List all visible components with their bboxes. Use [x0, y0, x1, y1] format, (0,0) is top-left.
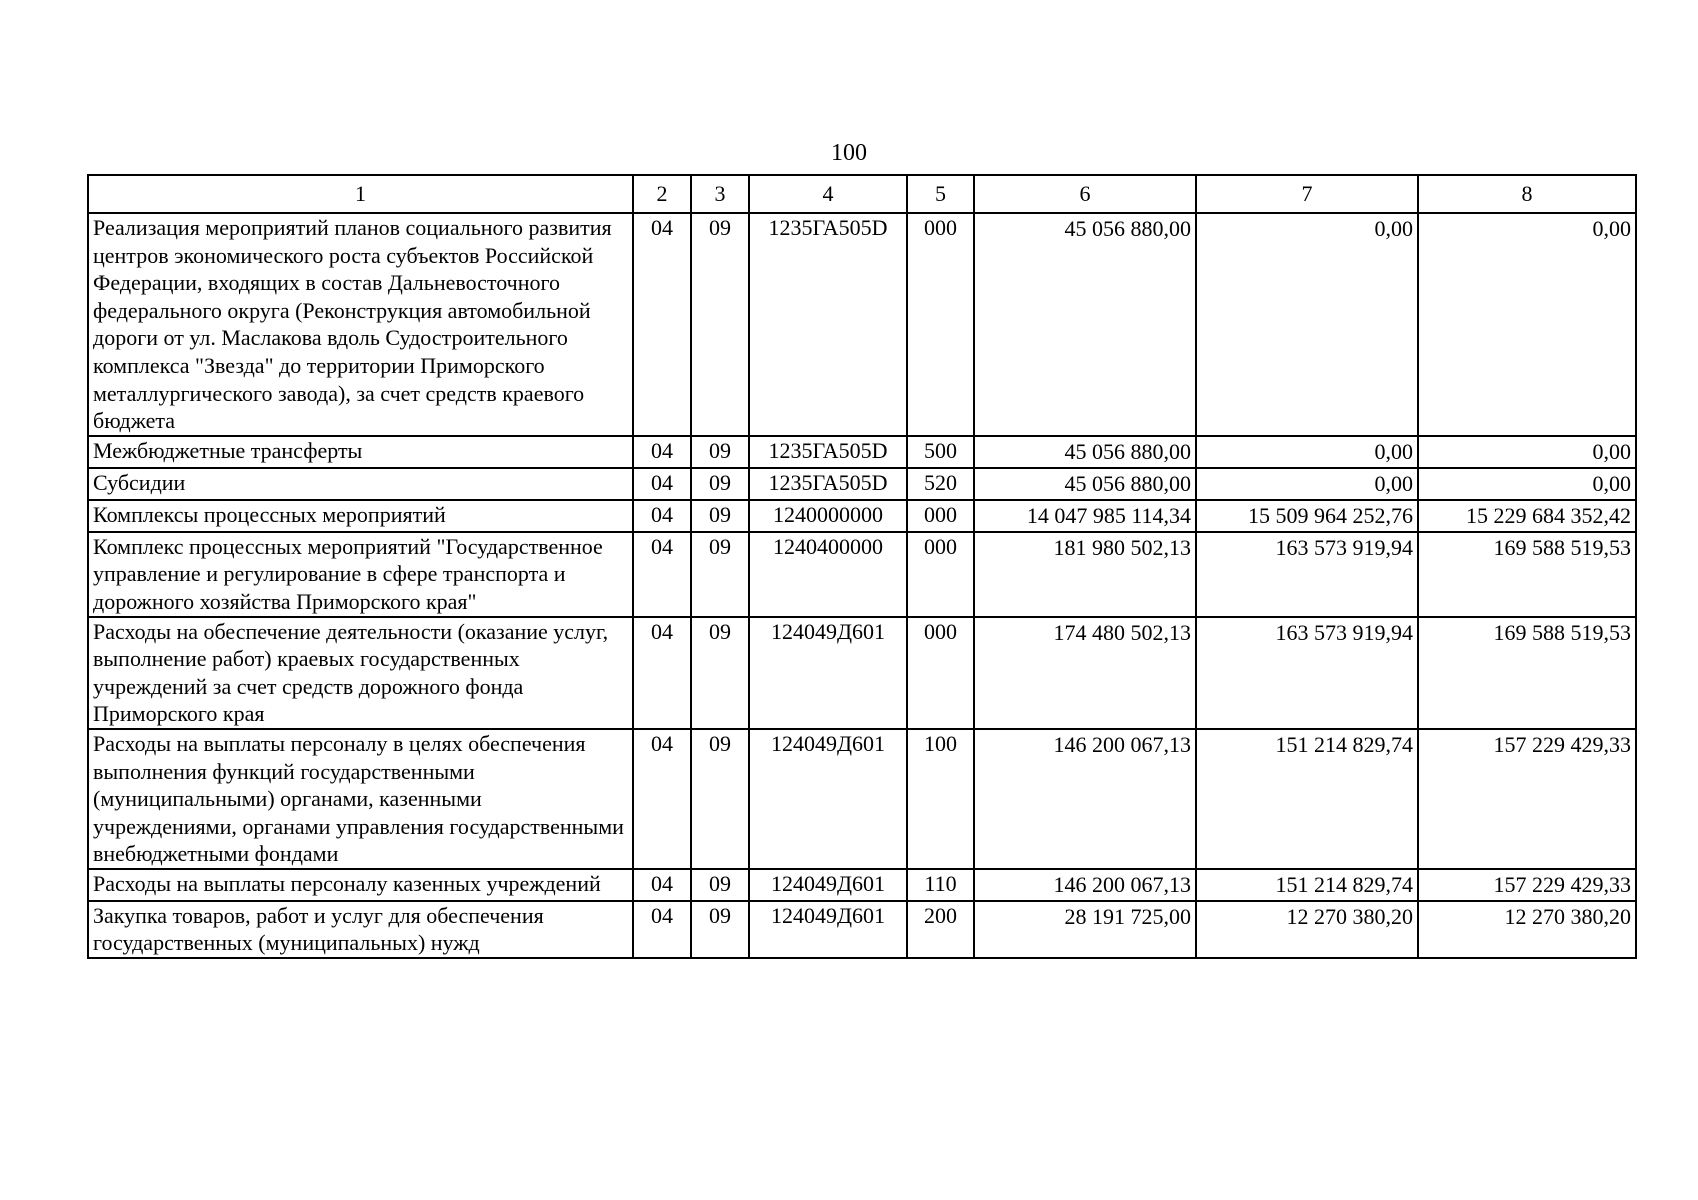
row-subsection: 09	[691, 901, 749, 958]
row-expense-type: 000	[907, 617, 974, 729]
row-amount-col6: 146 200 067,13	[974, 729, 1196, 869]
row-subsection: 09	[691, 500, 749, 532]
row-amount-col7: 163 573 919,94	[1196, 532, 1418, 617]
column-header-6: 6	[974, 175, 1196, 213]
row-amount-col7: 0,00	[1196, 468, 1418, 500]
table-row	[88, 468, 1636, 500]
row-subsection: 09	[691, 532, 749, 617]
row-amount-col8: 15 229 684 352,42	[1418, 500, 1636, 532]
row-amount-col7: 12 270 380,20	[1196, 901, 1418, 958]
row-expense-type: 100	[907, 729, 974, 869]
column-header-8: 8	[1418, 175, 1636, 213]
row-target-code: 124049Д601	[749, 617, 907, 729]
row-amount-col8: 12 270 380,20	[1418, 901, 1636, 958]
row-amount-col6: 174 480 502,13	[974, 617, 1196, 729]
column-header-4: 4	[749, 175, 907, 213]
row-section: 04	[633, 436, 691, 468]
row-name: Закупка товаров, работ и услуг для обеспечения государственных (муниципальных) нужд	[88, 901, 633, 958]
row-amount-col7: 151 214 829,74	[1196, 729, 1418, 869]
row-name: Комплексы процессных мероприятий	[88, 500, 633, 532]
row-section: 04	[633, 617, 691, 729]
column-header-3: 3	[691, 175, 749, 213]
table-header	[88, 175, 1636, 213]
row-target-code: 1240400000	[749, 532, 907, 617]
row-section: 04	[633, 213, 691, 436]
row-amount-col8: 157 229 429,33	[1418, 869, 1636, 901]
row-target-code: 1235ГА505D	[749, 468, 907, 500]
row-expense-type: 000	[907, 213, 974, 436]
budget-table	[87, 174, 1637, 959]
row-target-code: 1240000000	[749, 500, 907, 532]
row-expense-type: 000	[907, 500, 974, 532]
row-amount-col8: 169 588 519,53	[1418, 532, 1636, 617]
row-subsection: 09	[691, 617, 749, 729]
row-target-code: 1235ГА505D	[749, 213, 907, 436]
page-number: 100	[831, 140, 867, 166]
row-section: 04	[633, 468, 691, 500]
column-header-7: 7	[1196, 175, 1418, 213]
table-body	[88, 213, 1636, 958]
table-row	[88, 500, 1636, 532]
row-expense-type: 520	[907, 468, 974, 500]
row-section: 04	[633, 532, 691, 617]
row-subsection: 09	[691, 869, 749, 901]
row-amount-col6: 45 056 880,00	[974, 468, 1196, 500]
row-subsection: 09	[691, 729, 749, 869]
row-name: Расходы на выплаты персоналу казенных учреждений	[88, 869, 633, 901]
row-amount-col6: 146 200 067,13	[974, 869, 1196, 901]
row-amount-col7: 151 214 829,74	[1196, 869, 1418, 901]
table-row	[88, 532, 1636, 617]
row-name: Расходы на выплаты персоналу в целях обеспечения выполнения функций государственными (муниципальными) органами, казенными учреждениями, органами управления государственными внебюджетными фондами	[88, 729, 633, 869]
row-target-code: 124049Д601	[749, 901, 907, 958]
row-amount-col7: 163 573 919,94	[1196, 617, 1418, 729]
row-expense-type: 110	[907, 869, 974, 901]
row-section: 04	[633, 500, 691, 532]
row-section: 04	[633, 901, 691, 958]
row-amount-col6: 14 047 985 114,34	[974, 500, 1196, 532]
table-row	[88, 729, 1636, 869]
row-target-code: 124049Д601	[749, 729, 907, 869]
row-amount-col7: 15 509 964 252,76	[1196, 500, 1418, 532]
column-header-2: 2	[633, 175, 691, 213]
table-row	[88, 869, 1636, 901]
row-name: Субсидии	[88, 468, 633, 500]
row-amount-col8: 169 588 519,53	[1418, 617, 1636, 729]
row-amount-col8: 157 229 429,33	[1418, 729, 1636, 869]
table-row	[88, 213, 1636, 436]
header-row	[88, 175, 1636, 213]
row-amount-col8: 0,00	[1418, 468, 1636, 500]
row-amount-col6: 181 980 502,13	[974, 532, 1196, 617]
table-row	[88, 617, 1636, 729]
table-row	[88, 901, 1636, 958]
row-expense-type: 200	[907, 901, 974, 958]
row-amount-col8: 0,00	[1418, 213, 1636, 436]
row-section: 04	[633, 729, 691, 869]
row-target-code: 124049Д601	[749, 869, 907, 901]
row-amount-col7: 0,00	[1196, 213, 1418, 436]
row-name: Межбюджетные трансферты	[88, 436, 633, 468]
row-subsection: 09	[691, 436, 749, 468]
row-amount-col6: 45 056 880,00	[974, 213, 1196, 436]
row-subsection: 09	[691, 213, 749, 436]
row-target-code: 1235ГА505D	[749, 436, 907, 468]
table-row	[88, 436, 1636, 468]
row-amount-col6: 45 056 880,00	[974, 436, 1196, 468]
row-section: 04	[633, 869, 691, 901]
row-name: Комплекс процессных мероприятий "Государственное управление и регулирование в сфере транспорта и дорожного хозяйства Приморского края"	[88, 532, 633, 617]
row-expense-type: 500	[907, 436, 974, 468]
row-subsection: 09	[691, 468, 749, 500]
row-name: Реализация мероприятий планов социального развития центров экономического роста субъектов Российской Федерации, входящих в состав Дальневосточного федерального округа (Реконструкция автомобильной дороги от ул. Маслакова вдоль Судостроительного комплекса "Звезда" до территории Приморского металлургического завода), за счет средств краевого бюджета	[88, 213, 633, 436]
row-expense-type: 000	[907, 532, 974, 617]
column-header-5: 5	[907, 175, 974, 213]
column-header-1: 1	[88, 175, 633, 213]
row-amount-col7: 0,00	[1196, 436, 1418, 468]
row-name: Расходы на обеспечение деятельности (оказание услуг, выполнение работ) краевых государственных учреждений за счет средств дорожного фонда Приморского края	[88, 617, 633, 729]
row-amount-col6: 28 191 725,00	[974, 901, 1196, 958]
row-amount-col8: 0,00	[1418, 436, 1636, 468]
